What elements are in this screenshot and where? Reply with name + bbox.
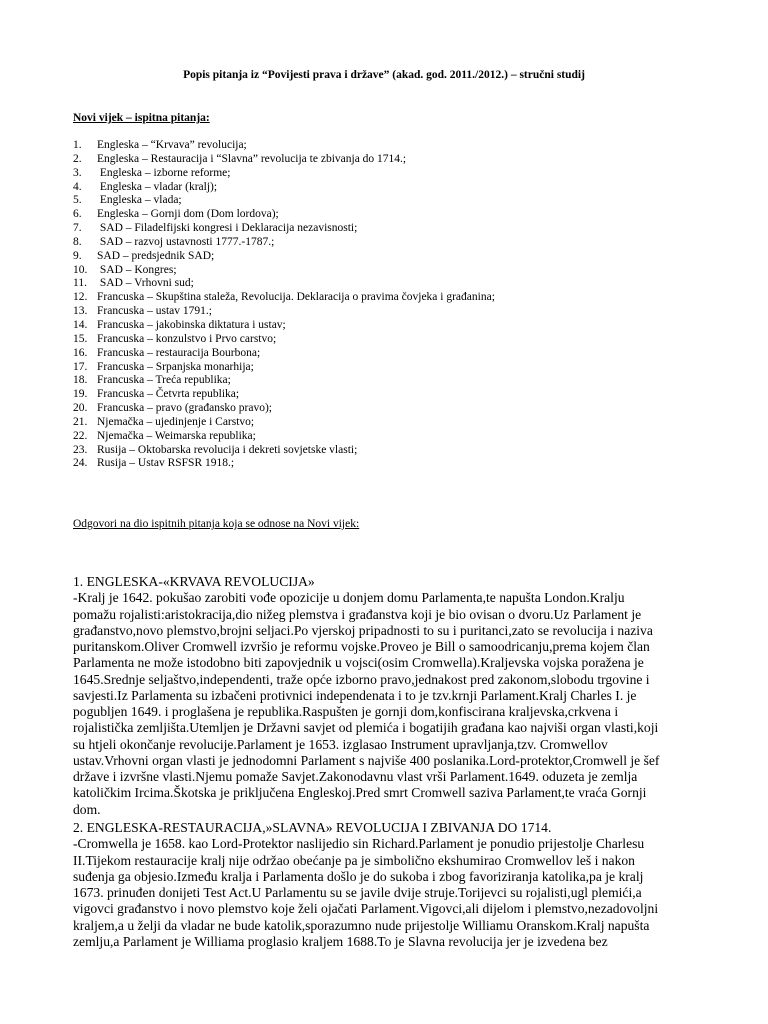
question-text: SAD – Vrhovni sud;	[97, 277, 194, 290]
question-number: 21.	[73, 415, 88, 428]
question-text: SAD – razvoj ustavnosti 1777.-1787.;	[97, 235, 275, 248]
question-item	[73, 277, 495, 291]
question-text: Francuska – Treća republika;	[97, 374, 231, 387]
question-text: Francuska – konzulstvo i Prvo carstvo;	[97, 332, 277, 345]
question-text: Francuska – Srpanjska monarhija;	[97, 360, 254, 373]
question-list	[73, 139, 495, 471]
question-item	[73, 250, 495, 264]
question-text: Francuska – Skupština staleža, Revolucija. Deklaracija o pravima čovjeka i građanina;	[97, 291, 495, 304]
document-title: Popis pitanja iz “Povijesti prava i države” (akad. god. 2011./2012.) – stručni studij	[183, 69, 585, 81]
question-number: 1.	[73, 139, 82, 151]
question-item	[73, 361, 495, 375]
paragraph-line: -Kralj je 1642. pokušao zarobiti vođe opozicije u donjem domu Parlamenta,te napušta London.Kralju	[73, 590, 625, 606]
paragraph-line: pomažu rojalisti:aristokracija,dio nižeg plemstva i građanstva koji je bio ovisan o dvoru.Uz Parlament je	[73, 606, 642, 622]
question-number: 13.	[73, 305, 88, 318]
question-item	[73, 194, 495, 208]
question-number: 8.	[73, 235, 82, 248]
question-text: Rusija – Ustav RSFSR 1918.;	[97, 457, 235, 470]
question-number: 16.	[73, 346, 88, 359]
question-item	[73, 305, 495, 319]
question-item	[73, 319, 495, 333]
question-item	[73, 208, 495, 222]
question-item	[73, 291, 495, 305]
paragraph-line: rojalistička zemljišta.Utemljen je Državni savjet od plemića i bogatijih građana kao najviši organ vlasti,koji	[73, 720, 659, 736]
question-text: Francuska – pravo (građansko pravo);	[97, 402, 272, 415]
answer-1-body	[73, 590, 705, 818]
question-number: 14.	[73, 318, 88, 331]
question-number: 4.	[73, 180, 82, 193]
paragraph-line: države i izvršne vlasti.Njemu pomaže Savjet.Zakonodavnu vlast vrši Parlament.1649. oduzeta je zemlja	[73, 769, 638, 784]
question-number: 19.	[73, 388, 88, 401]
question-item	[73, 444, 495, 458]
question-text: SAD – Filadelfijski kongresi i Deklaracija nezavisnosti;	[97, 222, 358, 235]
question-number: 3.	[73, 166, 82, 179]
question-item	[73, 264, 495, 278]
paragraph-line: dom.	[73, 801, 101, 817]
question-text: Francuska – ustav 1791.;	[97, 305, 212, 318]
question-text: Francuska – jakobinska diktatura i ustav;	[97, 318, 286, 331]
paragraph-line: -Cromwella je 1658. kao Lord-Protektor naslijedio sin Richard.Parlament je ponudio prijestolje Charlesu	[73, 836, 645, 852]
paragraph-line: građanstvo,novo plemstvo,brojni seljaci.Po vjerskoj pripadnosti to su i puritanci,zato se revolucija i naziva	[73, 622, 653, 638]
section-heading: Novi vijek – ispitna pitanja:	[73, 112, 210, 124]
question-number: 2.	[73, 152, 82, 165]
question-item	[73, 457, 495, 471]
question-item	[73, 222, 495, 236]
answer-2-heading: 2. ENGLESKA-RESTAURACIJA,»SLAVNA» REVOLUCIJA I ZBIVANJA DO 1714.	[73, 820, 552, 835]
question-item	[73, 347, 495, 361]
answer-2-body	[73, 836, 705, 950]
question-text: Francuska – restauracija Bourbona;	[97, 346, 261, 359]
answers-heading: Odgovori na dio ispitnih pitanja koja se odnose na Novi vijek:	[73, 518, 360, 530]
paragraph-line: II.Tijekom restauracije kralj nije održao obećanje pa je simbolično ekshumirao Cromwellov leš i nakon	[73, 852, 635, 868]
paragraph-line: puritanskom.Oliver Cromwell izvršio je reformu vojske.Proveo je Bill o samoodricanju,prema kojem član	[73, 639, 650, 654]
paragraph-line: katoličkim Ircima.Škotska je priključena Engleskoj.Pred smrt Cromwell saziva Parlament,te vraća Gornji	[73, 785, 647, 801]
question-item	[73, 416, 495, 430]
question-number: 18.	[73, 374, 88, 387]
question-item	[73, 139, 495, 153]
answer-1	[73, 574, 705, 818]
answer-1-heading: 1. ENGLESKA-«KRVAVA REVOLUCIJA»	[73, 574, 315, 589]
question-item	[73, 236, 495, 250]
question-text: Njemačka – ujedinjenje i Carstvo;	[97, 415, 255, 428]
paragraph-line: zemlju,a Parlament je Williama proglasio kraljem 1688.To je Slavna revolucija jer je izvedena bez	[73, 933, 608, 949]
question-text: Engleska – Restauracija i “Slavna” revolucija te zbivanja do 1714.;	[97, 152, 407, 165]
question-item	[73, 430, 495, 444]
question-text: Njemačka – Weimarska republika;	[97, 429, 256, 442]
question-text: Engleska – vlada;	[97, 194, 182, 207]
question-text: Rusija – Oktobarska revolucija i dekreti sovjetske vlasti;	[97, 443, 358, 456]
question-text: Engleska – izborne reforme;	[97, 166, 231, 179]
question-item	[73, 402, 495, 416]
question-text: SAD – predsjednik SAD;	[97, 249, 215, 262]
question-item	[73, 333, 495, 347]
question-text: Engleska – vladar (kralj);	[97, 180, 218, 193]
question-number: 20.	[73, 402, 88, 415]
question-number: 9.	[73, 249, 82, 262]
paragraph-line: savjesti.Iz Parlamenta su izbačeni protivnici independenata i to je tzv.krnji Parlament.Kralj Charles I. je	[73, 687, 637, 703]
question-number: 6.	[73, 208, 82, 221]
question-number: 10.	[73, 263, 88, 276]
question-item	[73, 181, 495, 195]
paragraph-line: ustav.Vrhovni organ vlasti je jednodomni Parlament s najviše 400 poslanika.Lord-protektor,Cromwell je šef	[73, 752, 660, 768]
paragraph-line: Parlamenta ne može istodobno biti zapovjednik u vojsci(osim Cromwella).Kraljevska vojska poražena je	[73, 655, 644, 671]
paragraph-line: suđenja ga objesio.Između kralja i Parlamenta došlo je do sukoba i zbog favoriziranja katolika,pa je kralj	[73, 868, 644, 884]
question-text: SAD – Kongres;	[97, 263, 177, 276]
question-item	[73, 388, 495, 402]
question-number: 5.	[73, 194, 82, 207]
paragraph-line: pogubljen 1649. i proglašena je republika.Raspušten je gornji dom,konfiscirana kraljevska,crkvena i	[73, 704, 619, 719]
question-text: Engleska – “Krvava” revolucija;	[97, 139, 247, 151]
question-number: 22.	[73, 429, 88, 442]
paragraph-line: 1645.Srednje seljaštvo,independenti, traže opće izborno pravo,jednakost pred zakonom,slobodu trgovine i	[73, 671, 650, 687]
question-item	[73, 153, 495, 167]
paragraph-line: su htjeli okončanje revolucije.Parlament je 1653. izglasao Instrument upravljanja,tzv. Cromwellov	[73, 736, 608, 752]
paragraph-line: 1673. prinuđen donijeti Test Act.U Parlamentu su se javile dvije struje.Torijevci su rojalisti,ugl plemići,a	[73, 885, 642, 900]
question-text: Francuska – Četvrta republika;	[97, 388, 240, 401]
paragraph-line: kraljem,a u želji da vladar ne bude katolik,sporazumno nude prijestolje Williamu Oranskom.Kralj napušta	[73, 917, 650, 933]
question-number: 17.	[73, 360, 88, 373]
question-number: 7.	[73, 222, 82, 235]
answer-2	[73, 820, 705, 950]
question-number: 12.	[73, 291, 88, 304]
question-number: 15.	[73, 332, 88, 345]
question-number: 24.	[73, 457, 88, 470]
paragraph-line: vigovci građanstvo i novo plemstvo koje želi ojačati Parlament.Vigovci,ali dijelom i plemstvo,nezadovoljni	[73, 901, 659, 917]
question-number: 23.	[73, 443, 88, 456]
question-text: Engleska – Gornji dom (Dom lordova);	[97, 208, 279, 221]
question-item	[73, 167, 495, 181]
question-item	[73, 374, 495, 388]
question-number: 11.	[73, 277, 87, 290]
